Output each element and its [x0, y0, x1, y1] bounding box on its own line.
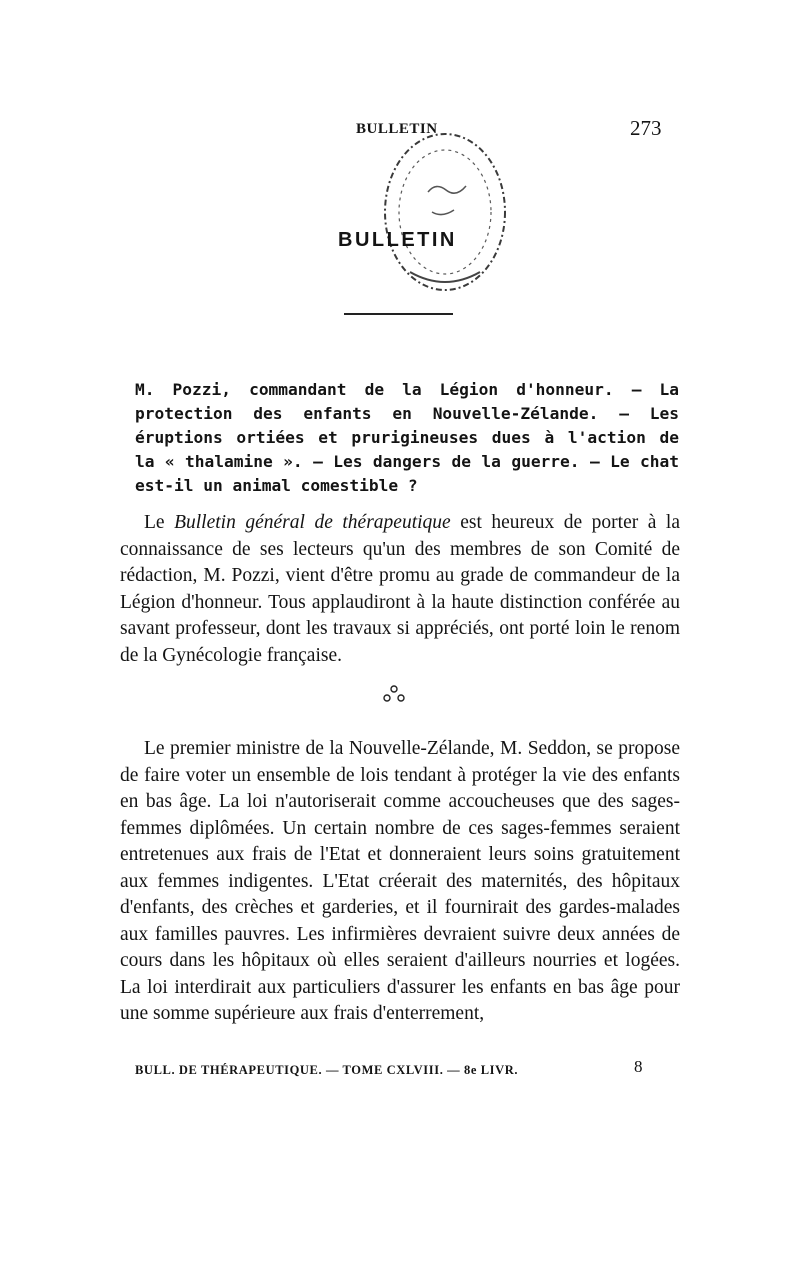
paragraph-rest: est heureux de porter à la connaissance de ses lecteurs qu'un des membres de son Comité de rédaction, M. Pozzi, vient d'être promu au grade de commandeur de la Légion d'honneur. Tous applaudiront à la haute distinction conférée au savant professeur, dont les travaux si appréciés, ont porté loin le renom de la Gynécologie française.: [120, 512, 680, 666]
stamp-center-mark: [428, 186, 466, 215]
asterism-icon: [382, 684, 406, 704]
stamp-outer-ring: [385, 134, 505, 290]
article-summary: M. Pozzi, commandant de la Légion d'honneur. — La protection des enfants en Nouvelle-Zélande. — Les éruptions ortiées et prurigineuses dues à l'action de la « thalamine ». — Les dangers de la guerre. — Le chat est-il un animal comestible ?: [135, 380, 679, 495]
library-stamp: [370, 112, 520, 300]
running-head: BULLETIN: [356, 121, 438, 137]
paragraph-lead: Le: [144, 512, 175, 533]
stamp-inner-ring: [399, 150, 491, 274]
journal-title: Bulletin général de thérapeutique: [174, 512, 451, 533]
title-rule: [344, 313, 453, 315]
paragraph-new-zealand: Le premier ministre de la Nouvelle-Zélande, M. Seddon, se propose de faire voter un ensemble de lois tendant à protéger la vie des enfants en bas âge. La loi n'autoriserait comme accoucheuses que des sages-femmes diplômées. Un certain nombre de ces sages-femmes seraient entretenues aux frais de l'Etat et donneraient leurs soins gratuitement aux femmes indigentes. L'Etat créerait des maternités, des hôpitaux d'enfants, des crèches et garderies, et il fournirait des gardes-malades aux familles pauvres. Les infirmières devraient suivre deux années de cours dans les hôpitaux où elles seraient d'ailleurs nourries et logées. La loi interdirait aux particuliers d'assurer les enfants en bas âge pour une somme supérieure aux frais d'enterrement,: [120, 738, 680, 1024]
stamp-title: BULLETIN: [338, 229, 457, 251]
footer-journal-line: BULL. DE THÉRAPEUTIQUE. — TOME CXLVIII. — 8e LIVR.: [135, 1063, 519, 1077]
section-separator: [382, 684, 406, 705]
page-number: 273: [630, 116, 662, 140]
paragraph-pozzi: [120, 510, 680, 669]
footer-signature: 8: [634, 1057, 643, 1076]
